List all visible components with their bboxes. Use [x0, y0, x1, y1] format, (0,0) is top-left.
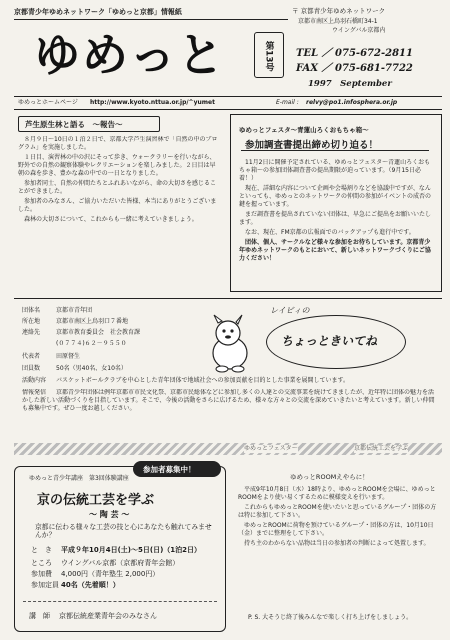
report-article [14, 114, 222, 292]
publisher-tel: TEL ／ 075-672-2811 [296, 48, 413, 59]
workshop-instructor [29, 613, 157, 621]
profile-row [22, 340, 127, 348]
detail-label: ところ [31, 559, 52, 567]
issue-number: 第13号 [263, 40, 274, 72]
detail-label: 参加定員 [31, 581, 59, 589]
notice-title-underline [241, 150, 429, 151]
profile-row [22, 329, 140, 337]
profile-row [22, 377, 434, 385]
publisher-name: 〒 京都青少年ゆめネットワーク [292, 7, 386, 15]
instructor-name: 京都伝統産業青年会のみなさん [59, 612, 157, 620]
profile-row-long [22, 389, 436, 439]
workshop-title: 京の伝統工芸を学ぶ [37, 493, 155, 508]
issue-number-badge [254, 32, 284, 78]
profile-row [22, 365, 127, 373]
room-ps: P. S. 大そうじ終了後みんなで楽しく打ち上げをしましょう。 [248, 614, 413, 621]
recruiting-badge [133, 461, 221, 477]
stripe-text-left: ゆめっとフェスタ～ [244, 445, 298, 452]
room-paragraph: 持ち主のわからない品物は当日の参加者の判断によって処置します。 [244, 540, 430, 547]
profile-value: 50名（男40名、女10名） [56, 365, 127, 372]
profile-value: 京都市青年団 [56, 307, 93, 314]
room-paragraph: 平成9年10月8日（水）18時より、ゆめっとROOMを会場に、ゆめっとROOMをより使い易くするために模様変えを行います。 [238, 486, 436, 501]
instructor-label: 講 師 [29, 612, 50, 620]
notice-paragraph: 現在、詳細な内容について企画や会場割りなどを協議中ですが、なんといっても、ゆめっとのネットワークの仲間の参加がイベントの成否の鍵を握っています。 [239, 185, 431, 208]
detail-value: ウイングバル京都（京都府青年会館） [61, 559, 180, 567]
homepage-url[interactable]: http://www.kyoto.nttua.or.jp/^yumet [90, 99, 215, 106]
publisher-address-1: 京都市南区上鳥羽石橋町34-1 [298, 18, 378, 25]
publisher-fax: FAX ／ 075-681-7722 [296, 63, 413, 74]
notice-header-line: ゆめっとフェスタ～青蓮山ろくおもちゃ箱～ [239, 126, 369, 134]
workshop-event [14, 466, 226, 632]
notice-paragraph: 11月2日に開催予定されている、ゆめっとフェスタ～青蓮山ろくおもちゃ箱～の参加団体調査書の提出期限が迫っています。（9月15日必着！） [239, 159, 431, 182]
workshop-divider [23, 601, 217, 602]
mascot-illustration [200, 313, 262, 373]
profile-label: 連絡先 [22, 329, 41, 336]
report-title-box [18, 116, 160, 132]
profile-label: 活動内容 [22, 377, 47, 384]
stripe-text-right: 京都伝統工芸を学ぶ [354, 445, 409, 452]
issue-date: 1997 September [308, 79, 392, 89]
profile-row [22, 318, 128, 326]
masthead [14, 8, 288, 94]
workshop-detail [31, 560, 179, 568]
report-paragraph: 参加者のみなさん、ご協力いただいた皆様、本当にありがとうございました。 [18, 198, 217, 213]
masthead-title: ゆめっと [34, 28, 226, 82]
workshop-series-label: ゆめっと青少年講座 第3回体験講座 [29, 475, 129, 482]
profile-value: 京都青少年団体は例年京都市市民文化祭、京都市民総体などに参加し多くの人達との交流事業を続けてきましたが、近年特に団体の魅力を活かした新しい活動づくりを目指しています。そこで、今後の活動をさらに広げるため、様々な方々との交流を深めていきたいと考えています。新しい仲間も募集中です。ぜひ一度お越しください。 [22, 389, 435, 412]
detail-label: 参加費 [31, 570, 52, 578]
room-notice [234, 466, 442, 632]
speech-bubble [266, 315, 406, 369]
report-body [18, 136, 220, 288]
workshop-detail [31, 582, 120, 590]
org-profile [14, 298, 442, 457]
email-label: E-mail : [276, 99, 299, 106]
profile-label: 団員数 [22, 365, 41, 372]
profile-value: (０７７４)６２－９５５０ [56, 340, 127, 347]
bubble-label: レイビィの [270, 306, 310, 315]
publisher-address-2: ウイングバル京都内 [332, 27, 386, 34]
profile-label: 代表者 [22, 353, 41, 360]
profile-label: 情報発信 [22, 389, 47, 396]
speech-bubble-text: ちょっときいてね [281, 334, 378, 348]
report-paragraph: １日目、演習林の中の沢にそって歩き、ウォークラリーを行いながら、野外での自然の観察体験やレクリエーションを楽しみました。２日目は早朝の森を歩き、豊かな森の中での一日となりました。 [18, 154, 216, 177]
profile-label: 団体名 [22, 307, 41, 314]
profile-label: 所在地 [22, 318, 41, 325]
profile-value: 京都市教育委員会 社会教育課 [56, 329, 141, 336]
room-notice-title: ゆめっとROOMえやらに！ [290, 473, 369, 481]
profile-value: 京都市南区上鳥羽口７番地 [56, 318, 129, 325]
detail-label: と き [31, 546, 52, 554]
profile-row [22, 307, 92, 315]
homepage-label: ゆめっとホームページ [18, 99, 78, 106]
masthead-kicker: 京都青少年ゆめネットワーク「ゆめっと京都」情報紙 [14, 8, 288, 20]
decorative-stripe [14, 443, 442, 455]
room-paragraph: ゆめっとROOMに荷物を預けているグループ・団体の方は、10月10日（金）までに整理をして下さい。 [238, 522, 434, 537]
profile-value: バスケットボールクラブを中心とした青年団体で地域社会への参加貢献を目的とした事業を展開しています。 [56, 377, 349, 384]
homepage-bar [14, 96, 442, 110]
workshop-subtitle: ～ 陶 芸 ～ [89, 510, 130, 519]
profile-value: 田原督生 [56, 353, 81, 360]
email-address[interactable]: relvy@po1.infosphera.or.jp [306, 99, 398, 106]
workshop-detail [31, 571, 159, 579]
detail-value: 4,000円（青年塾生 2,000円） [61, 570, 160, 578]
deadline-notice [230, 114, 442, 292]
room-paragraph: これからもゆめっとROOMを使いたいと思っているグループ・団体の方は特に参加して下さい。 [238, 504, 437, 519]
workshop-lead: 京都に伝わる様々な工芸の技と心にあなたも触れてみませんか？ [35, 523, 212, 539]
detail-value: 平成９年10月4日(土)～5日(日)（1泊2日） [61, 546, 202, 554]
report-paragraph: 参加者同士、自然の仲間たちとふれあいながら、命の大切さを感じることができました。 [18, 180, 217, 195]
notice-paragraph: まだ調査書を提出されていない団体は、早急にご提出をお願いいたします。 [239, 211, 432, 226]
notice-paragraph: なお、現在、FM京都の広報面でのバックアップも進行中です。 [245, 229, 415, 236]
report-paragraph: 森林の大切さについて、これからも一緒に考えていきましょう。 [24, 216, 198, 223]
notice-title: 参加調査書提出締め切り迫る！ [245, 140, 379, 151]
notice-body [239, 159, 433, 285]
report-title: 芦生原生林と語る ～報告～ [25, 120, 123, 129]
report-paragraph: ８月９日～10日の１泊２日で、京都大学芦生演習林で「自然の中のプログラム」を実施しました。 [18, 136, 218, 151]
recruiting-badge-text: 参加者募集中！ [143, 465, 196, 474]
publisher-info [292, 8, 442, 94]
profile-row [22, 353, 80, 361]
detail-value: 40名（先着順！） [61, 581, 120, 589]
workshop-detail [31, 547, 201, 555]
notice-paragraph: 団体、個人、サークルなど様々な参加をお待ちしています。京都青少年ゆめネットワークのもとにおいて、新しいネットワークづくりにご協力ください！ [239, 239, 431, 262]
room-notice-body [238, 486, 438, 604]
